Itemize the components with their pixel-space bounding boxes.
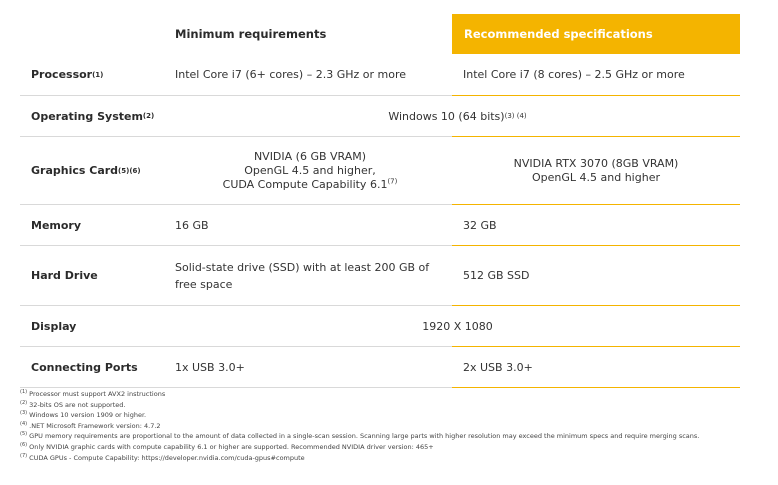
footnote: $^{(4)}$ .NET Microsoft Framework version: 4.7.2 [20,420,161,430]
row-label: Operating System (2) [31,109,155,123]
rec-value: 512 GB SSD [463,269,530,282]
table-row-memory [20,205,740,246]
table-row-display [20,306,740,347]
row-label: Graphics Card (5)(6) [31,164,141,177]
merged-value: Windows 10 (64 bits) (3) (4) [388,109,527,123]
footnote: $^{(6)}$ Only NVIDIA graphic cards with compute capability 6.1 or higher are supported. Recommended NVIDIA driver version: 465+ [20,441,434,451]
rec-value: 32 GB [463,218,497,232]
merged-value: 1920 X 1080 [422,319,493,333]
min-value: Intel Core i7 (6+ cores) – 2.3 GHz or more [175,68,406,81]
row-label: Connecting Ports [31,360,138,374]
table-row-graphics-card [20,137,740,205]
table-row-connecting-ports [20,347,740,388]
minimum-requirements-header: Minimum requirements [175,27,327,41]
rec-value: NVIDIA RTX 3070 (8GB VRAM) OpenGL 4.5 and higher [513,156,679,184]
row-label: Memory [31,218,82,232]
rec-value: Intel Core i7 (8 cores) – 2.5 GHz or more [463,68,685,81]
row-label: Display [31,319,77,333]
table-row-processor [20,54,740,96]
row-label: Processor (1) [31,68,104,81]
min-value: NVIDIA (6 GB VRAM) OpenGL 4.5 and higher, CUDA Compute Capability 6.1$^{(7)}$ [222,149,398,191]
footnote: $^{(7)}$ CUDA GPUs - Compute Capability: https://developer.nvidia.com/cuda-gpus#compute [20,452,305,462]
min-value: Solid-state drive (SSD) with at least 200 GB of free space [175,260,430,291]
min-value: 1x USB 3.0+ [175,360,245,374]
table-row-operating-system [20,96,740,137]
footnote: $^{(2)}$ 32-bits OS are not supported. [20,399,126,409]
rec-value: 2x USB 3.0+ [463,360,533,374]
footnote: $^{(1)}$ Processor must support AVX2 instructions [20,388,166,398]
footnote: $^{(3)}$ Windows 10 version 1909 or higher. [20,410,147,420]
table-row-hard-drive [20,246,740,306]
row-label: Hard Drive [31,269,98,282]
footnotes [20,389,760,463]
recommended-specifications-header: Recommended specifications [452,14,740,54]
footnote: $^{(5)}$ GPU memory requirements are proportional to the amount of data collected in a single-scan session. Scanning large parts with higher resolution may exceed the minimum specs and require merging scans. [20,431,700,441]
min-value: 16 GB [175,218,209,232]
